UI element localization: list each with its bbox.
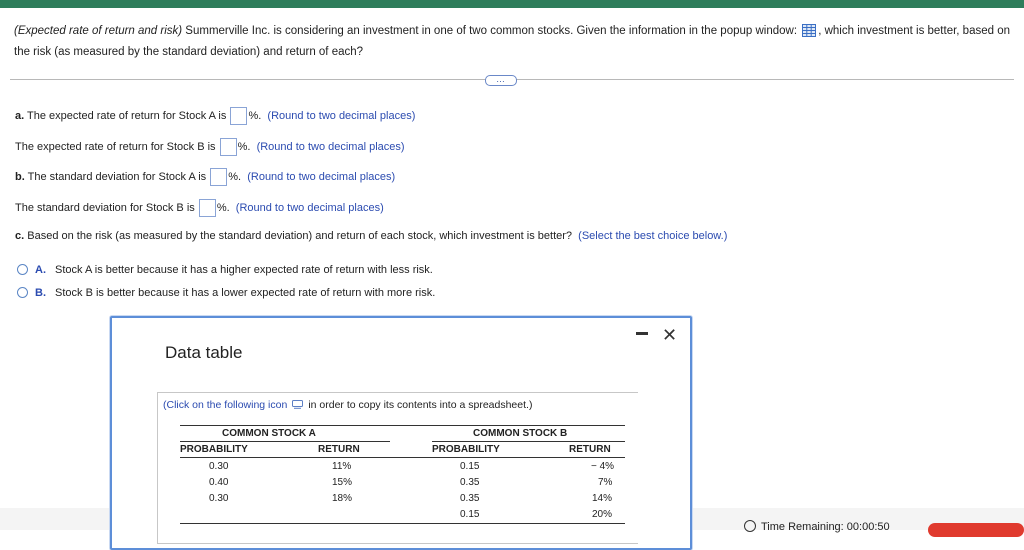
submit-button[interactable] bbox=[928, 523, 1024, 537]
column-header-return-a: RETURN bbox=[318, 444, 360, 455]
choice-a[interactable] bbox=[17, 264, 433, 276]
part-label: a. bbox=[15, 109, 25, 122]
column-header-probability-b: PROBABILITY bbox=[432, 444, 500, 455]
table-grid-icon[interactable] bbox=[802, 24, 816, 37]
data-table-panel bbox=[157, 392, 638, 544]
part-a-return-b bbox=[15, 138, 405, 156]
stock-a-return: 18% bbox=[332, 493, 353, 504]
percent-sign: %. bbox=[237, 140, 251, 153]
question-topic: (Expected rate of return and risk) bbox=[14, 25, 183, 37]
choice-letter: A. bbox=[35, 264, 46, 276]
part-text: The standard deviation for Stock B is bbox=[15, 201, 198, 214]
top-bar bbox=[0, 0, 1024, 8]
minimize-icon[interactable] bbox=[636, 332, 648, 335]
instruction-text-end: in order to copy its contents into a spreadsheet.) bbox=[308, 399, 533, 411]
answer-input-return-b[interactable] bbox=[220, 138, 237, 156]
selection-hint: (Select the best choice below.) bbox=[578, 230, 728, 242]
choice-letter: B. bbox=[35, 287, 46, 299]
stock-b-return: − 4% bbox=[591, 461, 615, 472]
question-text bbox=[14, 21, 1014, 63]
popup-title: Data table bbox=[165, 343, 243, 362]
rounding-hint: (Round to two decimal places) bbox=[256, 140, 405, 153]
stock-b-return: 7% bbox=[598, 477, 613, 488]
stock-a-probability: 0.40 bbox=[209, 477, 229, 488]
stock-a-return: 15% bbox=[332, 477, 353, 488]
expand-more-button[interactable]: … bbox=[485, 75, 517, 86]
timer-text: Time Remaining: 00:00:50 bbox=[761, 521, 890, 533]
percent-sign: %. bbox=[228, 170, 242, 183]
radio-button-a[interactable] bbox=[17, 264, 28, 275]
close-icon[interactable]: ✕ bbox=[662, 325, 678, 345]
table-bottom-rule bbox=[180, 523, 625, 524]
column-header-return-b: RETURN bbox=[569, 444, 611, 455]
question-body-end: , which investment is better, based on the risk (as measured by the standard deviation) and return of each? bbox=[14, 25, 1010, 58]
stock-b-return: 14% bbox=[592, 493, 613, 504]
stock-a-header: COMMON STOCK A bbox=[222, 428, 316, 439]
stock-a-header-rule bbox=[180, 441, 390, 442]
answer-input-stdev-b[interactable] bbox=[199, 199, 216, 217]
column-header-rule bbox=[180, 457, 625, 458]
rounding-hint: (Round to two decimal places) bbox=[267, 109, 416, 122]
answer-input-stdev-a[interactable] bbox=[210, 168, 227, 186]
part-b-stdev-a bbox=[15, 168, 395, 186]
stock-b-header: COMMON STOCK B bbox=[473, 428, 568, 439]
part-text: The expected rate of return for Stock A is bbox=[24, 109, 230, 122]
part-text: The standard deviation for Stock A is bbox=[24, 170, 210, 183]
answer-input-return-a[interactable] bbox=[230, 107, 247, 125]
stock-a-probability: 0.30 bbox=[209, 493, 229, 504]
stock-b-probability: 0.35 bbox=[460, 477, 480, 488]
data-table-popup bbox=[110, 316, 692, 550]
column-header-probability-a: PROBABILITY bbox=[180, 444, 248, 455]
stock-a-return: 11% bbox=[332, 461, 352, 472]
copy-instruction bbox=[163, 399, 532, 411]
stock-b-probability: 0.15 bbox=[460, 461, 480, 472]
choice-text: Stock B is better because it has a lower expected rate of return with more risk. bbox=[55, 287, 436, 299]
stock-b-header-rule bbox=[432, 441, 625, 442]
choice-text: Stock A is better because it has a higher expected rate of return with less risk. bbox=[55, 264, 433, 276]
stock-b-probability: 0.15 bbox=[460, 509, 480, 520]
percent-sign: %. bbox=[248, 109, 262, 122]
stock-b-probability: 0.35 bbox=[460, 493, 480, 504]
choice-b[interactable] bbox=[17, 287, 435, 299]
percent-sign: %. bbox=[216, 201, 230, 214]
part-text: Based on the risk (as measured by the standard deviation) and return of each stock, which investment is better? bbox=[24, 230, 573, 242]
table-top-rule bbox=[180, 425, 625, 426]
part-b-stdev-b bbox=[15, 199, 384, 217]
part-label: b. bbox=[15, 170, 25, 183]
radio-button-b[interactable] bbox=[17, 287, 28, 298]
stock-b-return: 20% bbox=[592, 509, 613, 520]
part-label: c. bbox=[15, 230, 25, 242]
part-a-return-a bbox=[15, 107, 415, 125]
instruction-text: (Click on the following icon bbox=[163, 399, 288, 411]
rounding-hint: (Round to two decimal places) bbox=[235, 201, 384, 214]
part-c-question bbox=[15, 230, 727, 242]
part-text: The expected rate of return for Stock B is bbox=[15, 140, 219, 153]
clock-icon bbox=[744, 520, 756, 532]
copy-icon[interactable] bbox=[292, 400, 303, 409]
rounding-hint: (Round to two decimal places) bbox=[247, 170, 396, 183]
time-remaining bbox=[744, 520, 890, 533]
question-body: Summerville Inc. is considering an investment in one of two common stocks. Given the information in the popup window: bbox=[182, 25, 801, 37]
stock-a-probability: 0.30 bbox=[209, 461, 229, 472]
